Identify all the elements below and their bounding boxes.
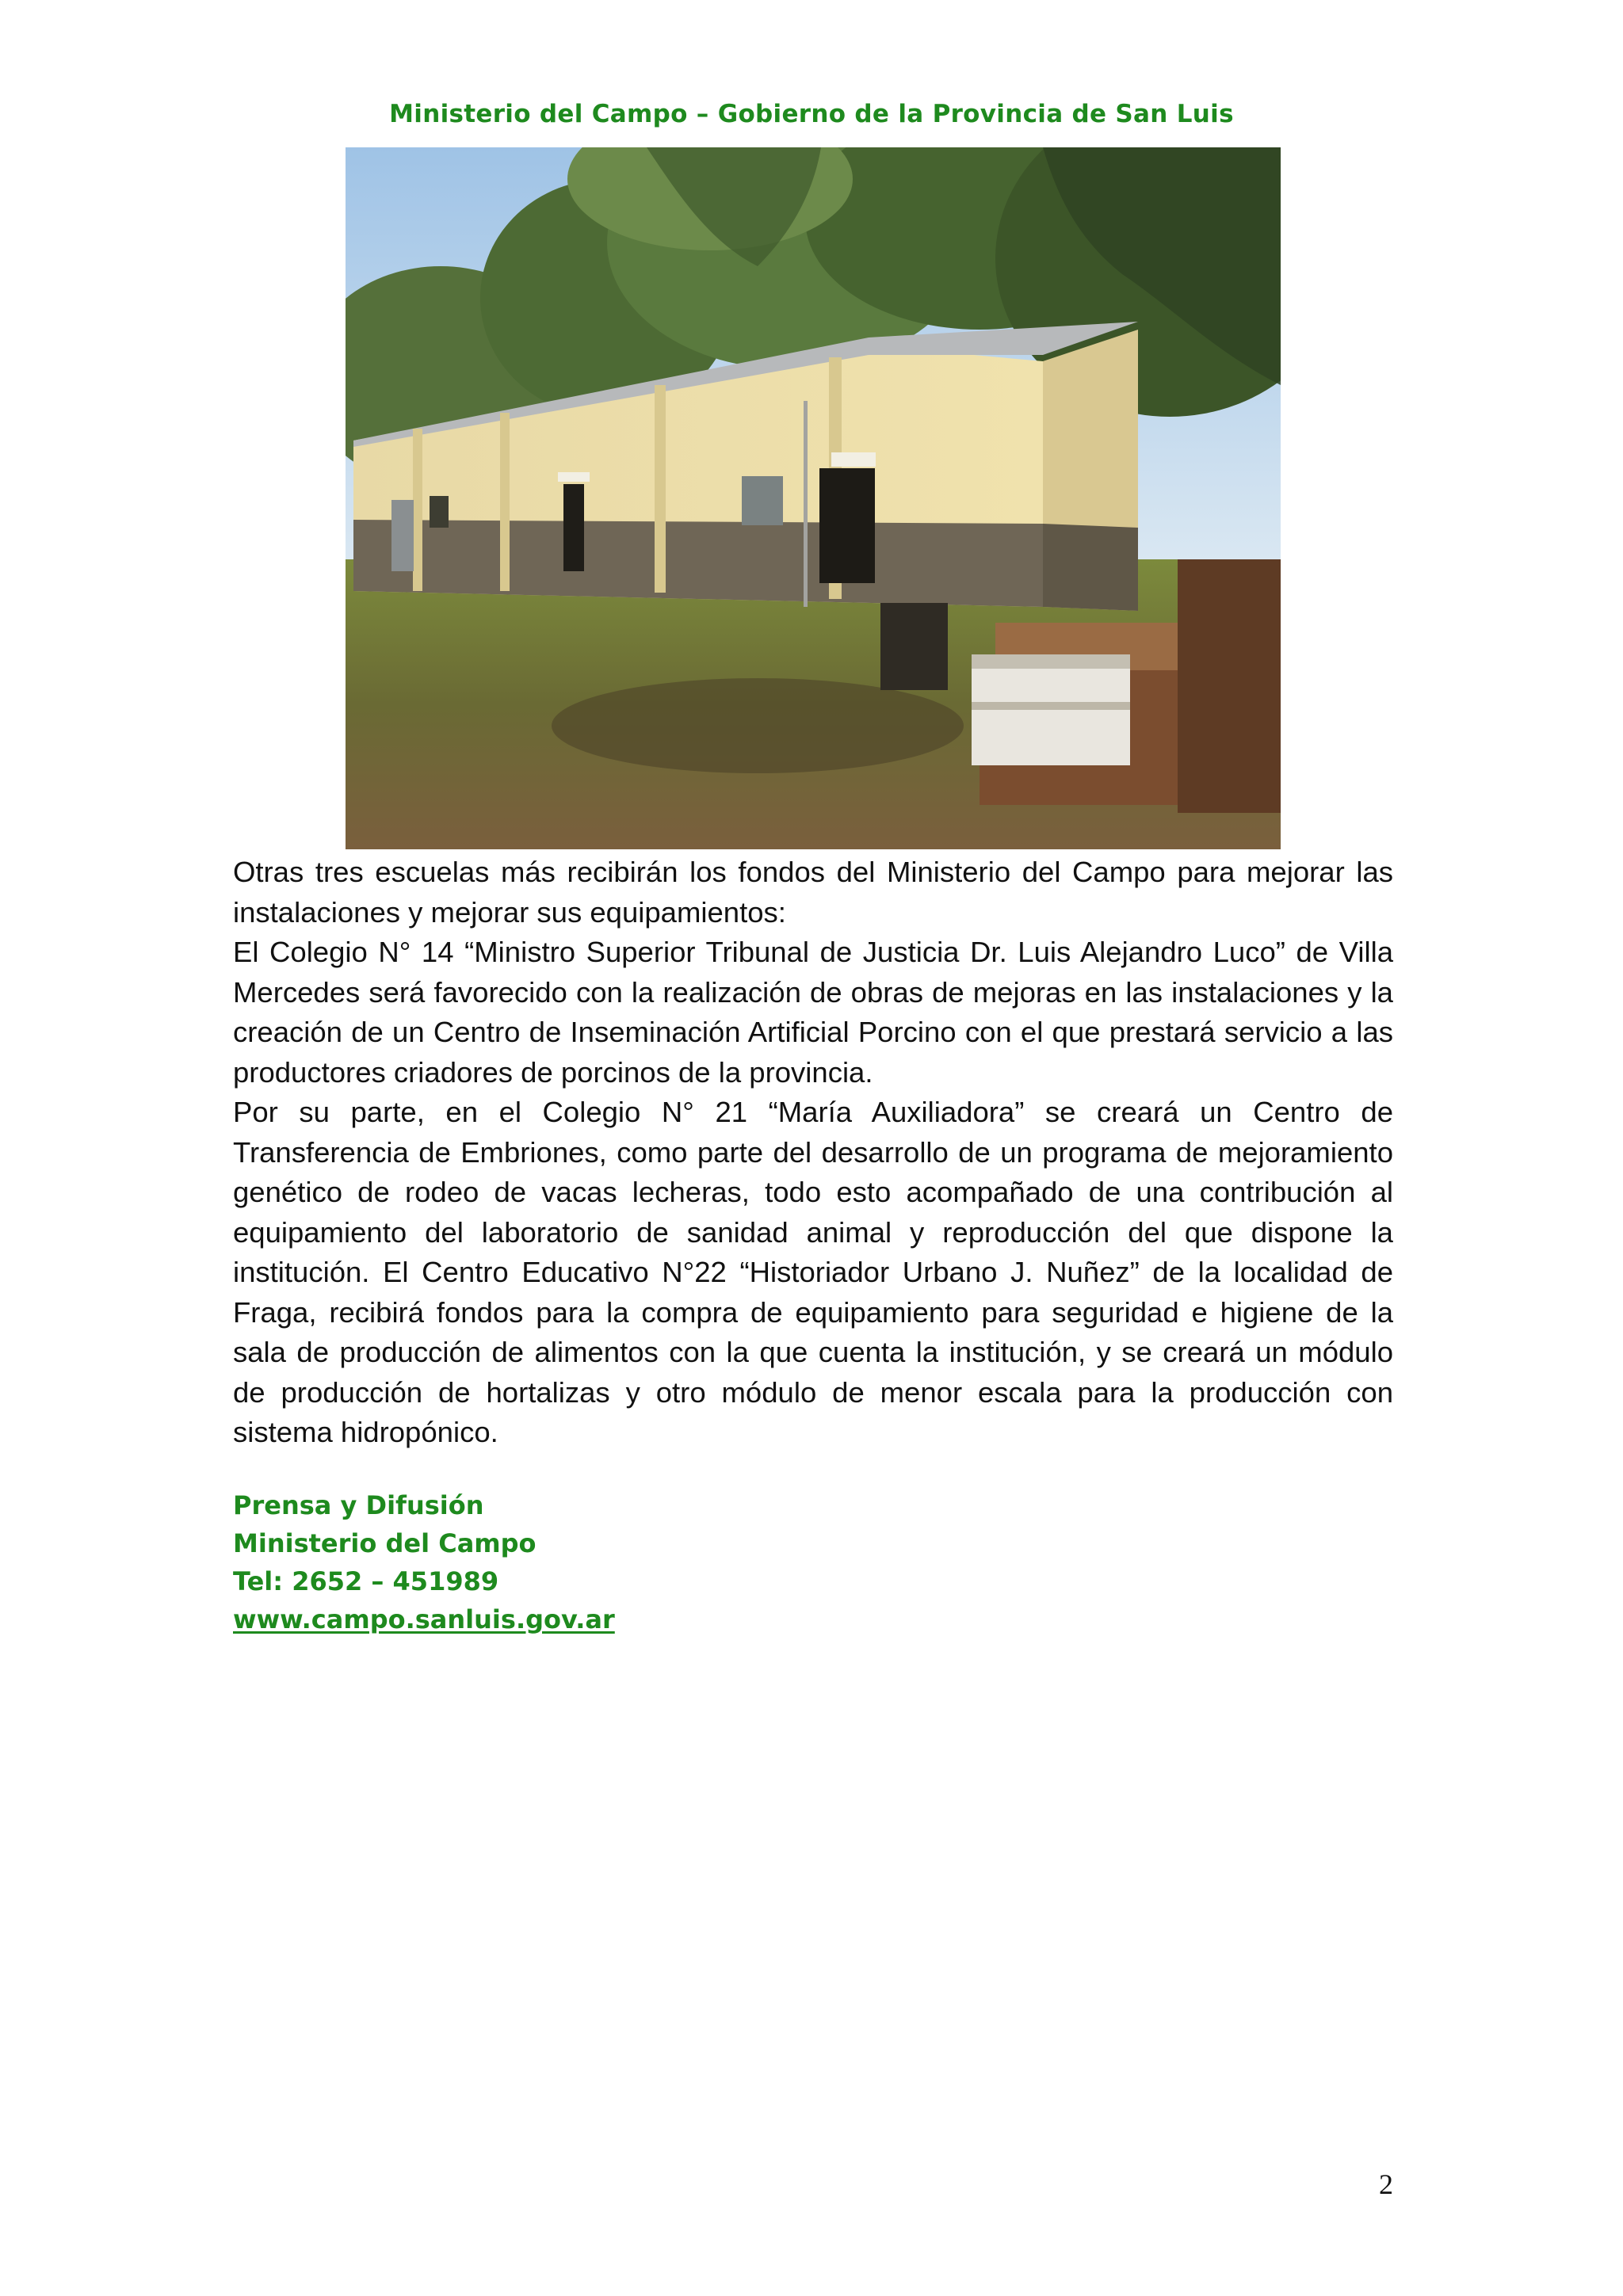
- page-number: 2: [1379, 2168, 1393, 2200]
- paragraph-intro: Otras tres escuelas más recibirán los fondos del Ministerio del Campo para mejorar las instalaciones y mejorar sus equipamientos:: [233, 856, 1393, 929]
- contact-office: Prensa y Difusión: [233, 1490, 484, 1520]
- page-header: Ministerio del Campo – Gobierno de la Provincia de San Luis: [389, 100, 1234, 128]
- paragraph-colegio-14: El Colegio N° 14 “Ministro Superior Tribunal de Justicia Dr. Luis Alejandro Luco” de Villa Mercedes será favorecido con la realización de obras de mejoras en las instalaciones y la creación de un Centro de Inseminación Artificial Porcino con el que prestará servicio a las productores criadores de porcinos de la provincia.: [233, 936, 1393, 1089]
- contact-phone: Tel: 2652 – 451989: [233, 1566, 499, 1596]
- building-photo: [346, 147, 1281, 849]
- contact-ministry: Ministerio del Campo: [233, 1528, 537, 1558]
- article-body: [233, 852, 1393, 1453]
- contact-block: [233, 1486, 615, 1638]
- paragraph-colegio-21: Por su parte, en el Colegio N° 21 “María Auxiliadora” se creará un Centro de Transferencia de Embriones, como parte del desarrollo de un programa de mejoramiento genético de rodeo de vacas lecheras, todo esto acompañado de una contribución al equipamiento del laboratorio de sanidad animal y reproducción del que dispone la institución. El Centro Educativo N°22 “Historiador Urbano J. Nuñez” de la localidad de Fraga, recibirá fondos para la compra de equipamiento para seguridad e higiene de la sala de producción de alimentos con la que cuenta la institución, y se creará un módulo de producción de hortalizas y otro módulo de menor escala para la producción con sistema hidropónico.: [233, 1096, 1393, 1448]
- website-link[interactable]: www.campo.sanluis.gov.ar: [233, 1604, 615, 1634]
